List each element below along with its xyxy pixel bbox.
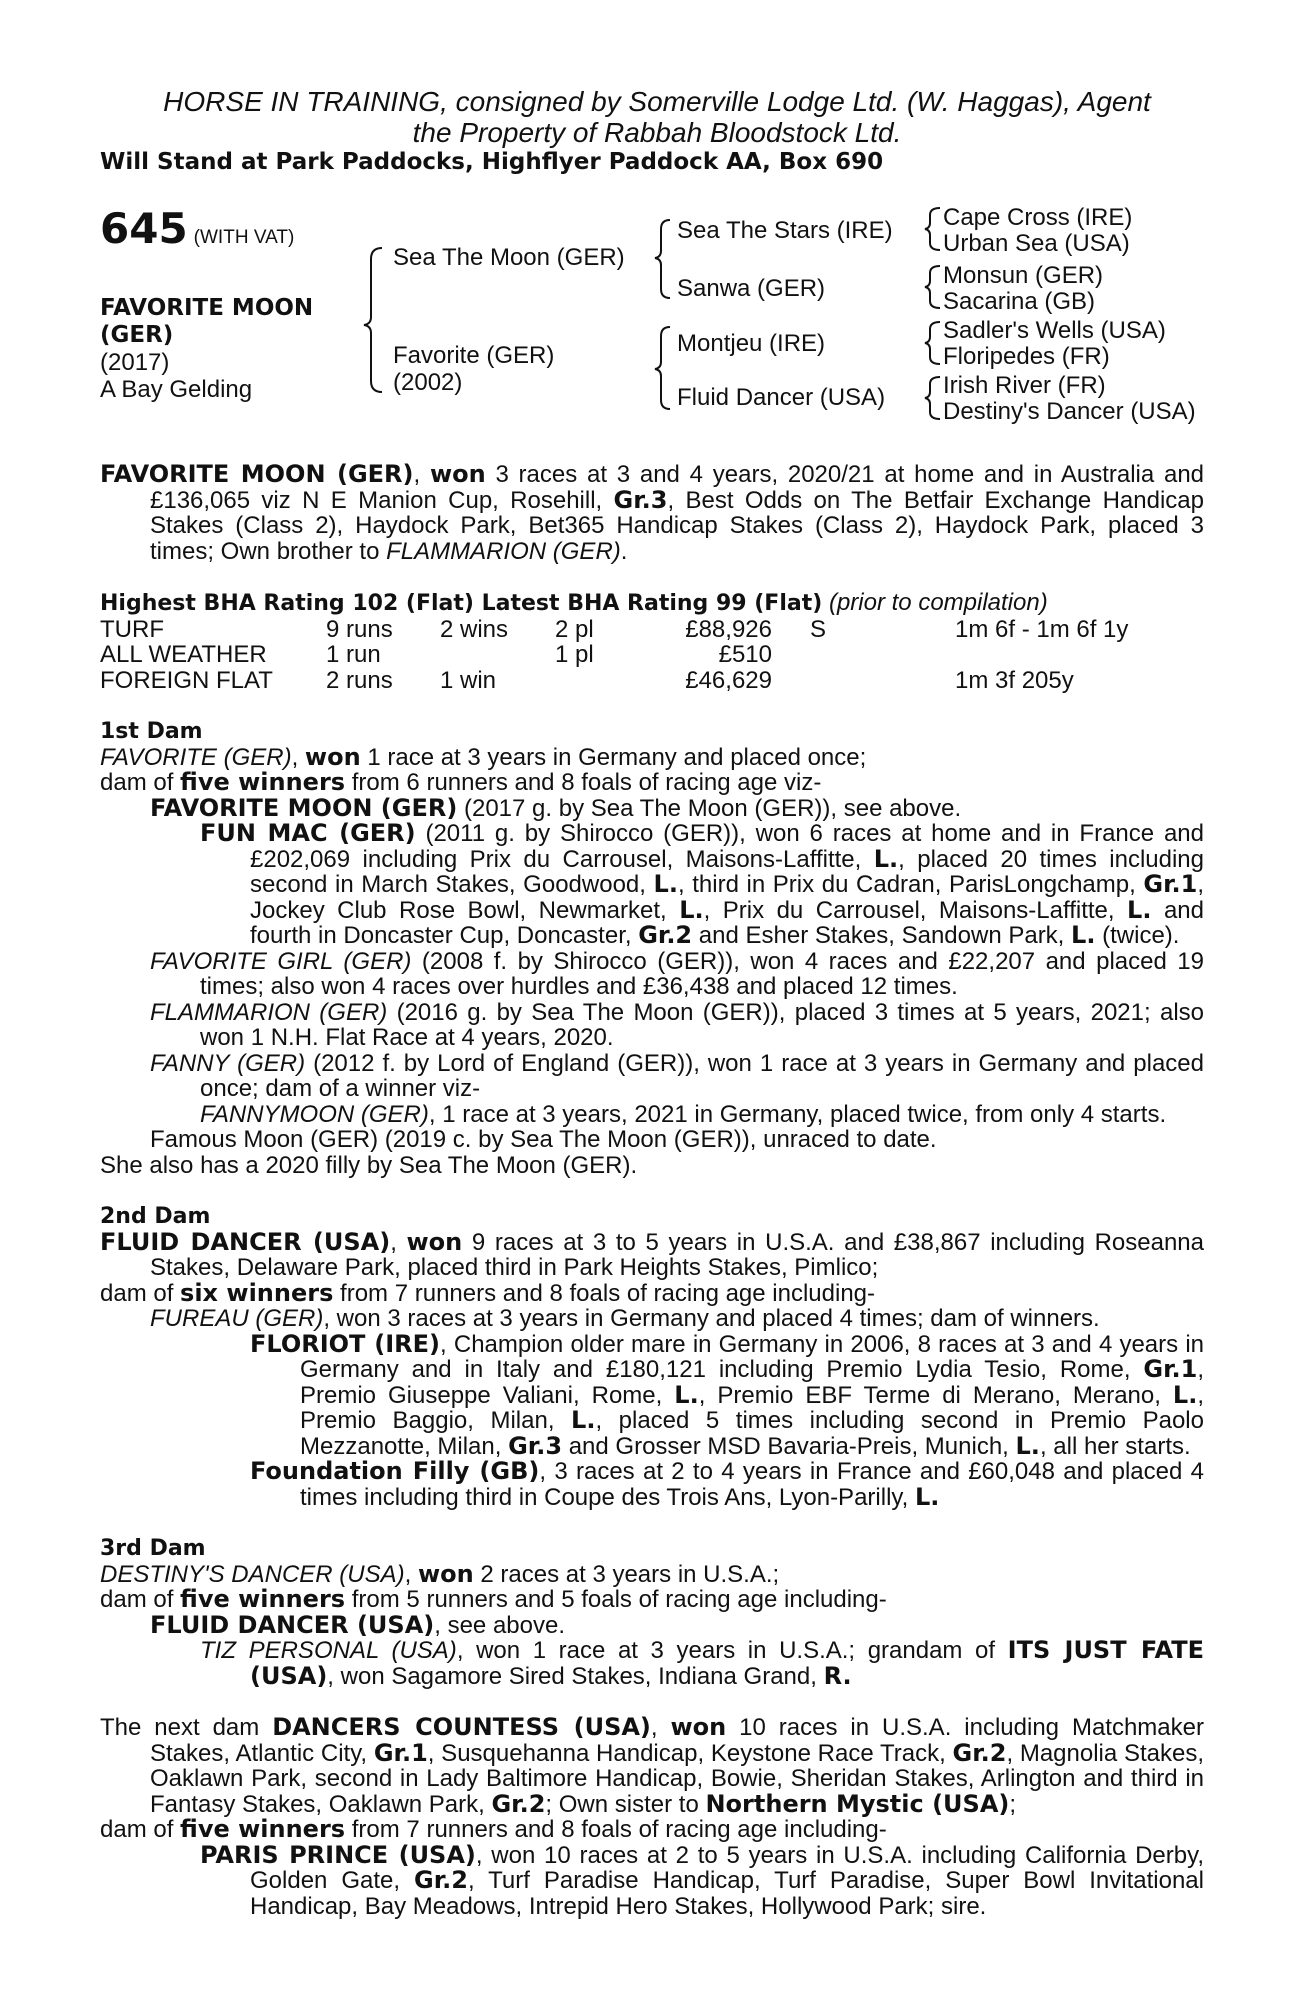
dam: Favorite (GER)	[393, 342, 555, 369]
sire-sire: Sea The Stars (IRE)	[677, 217, 893, 244]
own-sister-name: Northern Mystic (USA)	[705, 1789, 1010, 1818]
listed-badge: L.	[1071, 921, 1096, 949]
ratings-placed	[555, 668, 647, 694]
summary-text-2: , Best Odds on The Betfair Exchange Handicap Stakes (Class 2), Haydock Park, Bet365 Handicap Stakes (Class 2), Haydock Park, placed 3 times; Own brother to	[150, 486, 1204, 565]
ancestor-g6: Floripedes (FR)	[943, 343, 1110, 370]
listed-badge: L.	[914, 1482, 940, 1511]
produce-2020-filly: She also has a 2020 filly by Sea The Moon (GER).	[100, 1151, 638, 1179]
ratings-type: FOREIGN FLAT	[100, 666, 273, 694]
produce-text: (2016 g. by Sea The Moon (GER)), placed 3 times at 5 years, 2021; also won 1 N.H. Flat Race at 4 years, 2020.	[200, 998, 1204, 1051]
restricted-badge: R.	[823, 1661, 852, 1690]
dam3-text: 2 races at 3 years in U.S.A.;	[473, 1560, 780, 1588]
produce-name: FAVORITE MOON (GER)	[150, 793, 458, 822]
produce-fun-mac	[100, 821, 1204, 949]
grade-badge: Gr.1	[1143, 1355, 1198, 1383]
ratings-amount: £510	[718, 641, 772, 668]
produce-text: , Premio EBF Terme di Merano, Merano,	[698, 1381, 1173, 1409]
next-dam-text: , Magnolia Stakes, Oaklawn Park, second in Lady Baltimore Handicap, Bowie, Sheridan Stakes, Arlington and third in Fantasy Stakes, Oaklawn Park,	[150, 1739, 1205, 1818]
horse-name-line-1: FAVORITE MOON	[100, 294, 314, 321]
dam1-name: FAVORITE (GER)	[100, 743, 292, 771]
listed-badge: L.	[679, 895, 704, 924]
summary-paragraph: FAVORITE MOON (GER), won 3 races at 3 and 4 years, 2020/21 at home and in Australia and £136,065 viz N E Manion Cup, Rosehill, Gr.3, Best Odds on The Betfair Exchange Handicap Stakes (Class 2), Haydock Park, Bet365 Handicap Stakes (Class 2), Haydock Park, placed 3 times; Own brother to FLAMMARION (GER).	[100, 460, 1205, 565]
ratings-distance	[955, 642, 1128, 668]
next-dam-produce-text: from 7 runners and 8 foals of racing age including-	[345, 1816, 887, 1843]
dam-dam: Fluid Dancer (USA)	[677, 384, 886, 411]
produce-text: , Prix du Carrousel, Maisons-Laffitte,	[703, 896, 1128, 924]
produce-text: , placed 5 times including second in Premio Paolo Mezzanotte, Milan,	[300, 1407, 1204, 1460]
won-label: won	[406, 1227, 463, 1256]
ancestor-g3: Monsun (GER)	[943, 262, 1104, 289]
ratings-code	[772, 668, 955, 694]
summary-horse-name: FAVORITE MOON (GER)	[100, 460, 414, 488]
dam3-name: DESTINY'S DANCER (USA)	[100, 1560, 405, 1588]
ratings-heading	[100, 590, 1204, 617]
ratings-wins: 2 wins	[440, 615, 509, 643]
vat-label: (WITH VAT)	[193, 227, 295, 248]
ratings-placed: 2 pl	[555, 615, 594, 643]
ratings-title: Highest BHA Rating 102 (Flat) Latest BHA Rating 99 (Flat)	[100, 591, 823, 616]
won-label: won	[670, 1713, 727, 1741]
produce-name: FANNY (GER)	[150, 1049, 306, 1077]
summary-text-1: 3 races at 3 and 4 years, 2020/21 at home and in Australia and £136,065 viz N E Manion Cup, Rosehill,	[150, 461, 1205, 514]
produce-text: , placed 20 times including second in March Stakes, Goodwood,	[250, 845, 1204, 898]
produce-paris-prince	[100, 1840, 1204, 1920]
produce-name: TIZ PERSONAL (USA)	[200, 1637, 457, 1664]
dam3-intro: DESTINY'S DANCER (USA), won 2 races at 3 years in U.S.A.;	[100, 1559, 780, 1588]
grade-badge: Gr.1	[1143, 870, 1198, 898]
produce-text: , third in Prix du Cadran, ParisLongchamp,	[677, 871, 1144, 898]
brace-gen3-c	[925, 322, 940, 364]
produce-text: , won Sagamore Sired Stakes, Indiana Grand,	[327, 1662, 824, 1690]
ratings-type: ALL WEATHER	[100, 641, 267, 668]
dam-of-label: dam of	[100, 769, 181, 796]
listed-badge: L.	[1015, 1431, 1040, 1460]
grade-badge: Gr.2	[952, 1738, 1007, 1767]
dam1-produce	[100, 770, 1204, 796]
produce-text: and Grosser MSD Bavaria-Preis, Munich,	[562, 1432, 1016, 1460]
dam1-intro: FAVORITE (GER), won 1 race at 3 years in Germany and placed once;	[100, 742, 867, 771]
won-label: won	[417, 1559, 474, 1588]
produce-text: and	[1151, 896, 1204, 924]
ancestor-g7: Irish River (FR)	[943, 372, 1106, 399]
sire: Sea The Moon (GER)	[393, 244, 625, 271]
produce-text: , Premio Baggio, Milan,	[300, 1381, 1204, 1434]
dam1-produce-text: from 6 runners and 8 foals of racing age viz-	[345, 769, 822, 796]
dam1-heading: 1st Dam	[100, 719, 203, 744]
dam-of-label: dam of	[100, 1586, 181, 1613]
ratings-amount: £88,926	[685, 615, 772, 643]
ratings-row-all-weather	[100, 642, 1128, 668]
produce-floriot	[100, 1329, 1205, 1460]
ratings-wins	[440, 642, 555, 668]
ratings-code: S	[810, 615, 827, 643]
next-dam-paragraph: The next dam DANCERS COUNTESS (USA), won 10 races in U.S.A. including Matchmaker Stakes, Atlantic City, Gr.1, Susquehanna Handicap, Keystone Race Track, Gr.2, Magnolia Stakes, Oaklawn Park, second in Lady Baltimore Handicap, Bowie, Sheridan Stakes, Arlington and third in Fantasy Stakes, Oaklawn Park, Gr.2; Own sister to Northern Mystic (USA);	[100, 1713, 1205, 1818]
ratings-runs: 1 run	[326, 641, 381, 668]
produce-fureau	[100, 1306, 1204, 1332]
horse-name-line-2: (GER)	[100, 321, 174, 348]
produce-foundation-filly	[100, 1459, 1204, 1510]
produce-name: FLUID DANCER (USA)	[150, 1610, 435, 1639]
produce-name: FUREAU (GER)	[150, 1305, 324, 1332]
produce-text: , see above.	[434, 1611, 566, 1639]
produce-text: (2011 g. by Shirocco (GER)), won 6 races at home and in France and £202,069 including Prix du Carrousel, Maisons-Laffitte,	[250, 820, 1205, 873]
next-dam-name: DANCERS COUNTESS (USA)	[272, 1713, 651, 1741]
produce-text: (2017 g. by Sea The Moon (GER)), see above.	[457, 794, 962, 822]
ratings-code	[772, 642, 955, 668]
grade-badge: Gr.2	[491, 1789, 546, 1818]
next-dam-text: ; Own sister to	[545, 1790, 706, 1818]
grade-badge: Gr.3	[613, 485, 668, 514]
won-label: won	[429, 460, 486, 488]
ratings-distance: 1m 3f 205y	[955, 666, 1074, 694]
horse-description: A Bay Gelding	[100, 375, 253, 403]
produce-name: FLORIOT (IRE)	[250, 1329, 441, 1358]
ratings-distance: 1m 6f - 1m 6f 1y	[955, 615, 1129, 643]
listed-badge: L.	[653, 870, 678, 898]
produce-name: FLAMMARION (GER)	[150, 998, 388, 1026]
ratings-amount: £46,629	[685, 666, 772, 694]
won-label: won	[304, 742, 361, 771]
produce-famous-moon: Famous Moon (GER) (2019 c. by Sea The Moon (GER)), unraced to date.	[150, 1126, 937, 1153]
next-dam-text: 10 races in U.S.A. including Matchmaker Stakes, Atlantic City,	[150, 1714, 1204, 1767]
stand-location: Will Stand at Park Paddocks, Highflyer Paddock AA, Box 690	[100, 149, 884, 175]
listed-badge: L.	[1172, 1380, 1198, 1409]
dam2-intro: FLUID DANCER (USA), won 9 races at 3 to 5 years in U.S.A. and £38,867 including Roseanna Stakes, Delaware Park, placed third in Park Heights Stakes, Pimlico;	[100, 1227, 1204, 1281]
dam3-heading: 3rd Dam	[100, 1536, 206, 1561]
listed-badge: L.	[873, 844, 899, 873]
produce-text: and Esher Stakes, Sandown Park,	[692, 922, 1072, 949]
produce-text: , all her starts.	[1039, 1432, 1191, 1460]
dam2-heading: 2nd Dam	[100, 1204, 211, 1229]
grade-badge: Gr.1	[373, 1738, 428, 1767]
dam-of-label: dam of	[100, 1279, 181, 1307]
produce-text: (twice).	[1095, 922, 1180, 949]
brace-gen2-dam	[655, 327, 670, 409]
produce-text: , 1 race at 3 years, 2021 in Germany, placed twice, from only 4 starts.	[428, 1100, 1167, 1128]
ratings-runs: 2 runs	[326, 666, 393, 694]
ratings-wins: 1 win	[440, 666, 497, 694]
produce-text: , Premio Giuseppe Valiani, Rome,	[300, 1356, 1204, 1409]
produce-name: FANNYMOON (GER)	[200, 1100, 429, 1128]
produce-text: , Turf Paradise Handicap, Turf Paradise, Super Bowl Invitational Handicap, Bay Meadows, Intrepid Hero Stakes, Hollywood Park; sire.	[250, 1867, 1204, 1920]
ancestor-g2: Urban Sea (USA)	[943, 230, 1130, 257]
dam3-produce-text: from 5 runners and 5 foals of racing age including-	[345, 1586, 887, 1613]
grade-badge: Gr.2	[414, 1866, 468, 1894]
own-brother-name: FLAMMARION (GER)	[386, 537, 621, 565]
dam1-text: 1 race at 3 years in Germany and placed once;	[360, 743, 867, 771]
winners-count: six winners	[180, 1278, 334, 1307]
listed-badge: L.	[674, 1380, 699, 1409]
ratings-placed: 1 pl	[555, 641, 594, 668]
ancestor-g5: Sadler's Wells (USA)	[943, 317, 1166, 344]
ratings-row-foreign-flat	[100, 668, 1128, 694]
title-line-1: HORSE IN TRAINING, consigned by Somerville Lodge Ltd. (W. Haggas), Agent	[163, 86, 1151, 117]
produce-fanny	[100, 1051, 1204, 1102]
produce-favorite-moon	[100, 793, 1204, 822]
ratings-type: TURF	[100, 615, 164, 643]
grade-badge: Gr.2	[638, 921, 693, 949]
produce-name: PARIS PRINCE (USA)	[200, 1840, 476, 1869]
produce-tiz-personal	[100, 1638, 1204, 1689]
dam-of-label: dam of	[100, 1816, 181, 1843]
next-dam-text: ;	[1009, 1790, 1017, 1818]
listed-badge: L.	[571, 1406, 596, 1434]
dam3-produce	[100, 1587, 1204, 1613]
dam2-text: 9 races at 3 to 5 years in U.S.A. and £38,867 including Roseanna Stakes, Delaware Park, placed third in Park Heights Stakes, Pimlico;	[150, 1228, 1204, 1281]
dam2-produce-text: from 7 runners and 8 foals of racing age including-	[333, 1279, 876, 1307]
produce-text: , Champion older mare in Germany in 2006, 8 races at 3 and 4 years in Germany and in Italy and £180,121 including Premio Lydia Tesio, Rome,	[300, 1330, 1205, 1383]
ratings-note: (prior to compilation)	[828, 589, 1048, 616]
brace-gen3-d	[925, 377, 940, 419]
produce-text: , 3 races at 2 to 4 years in France and £60,048 and placed 4 times including third in Coupe des Trois Ans, Lyon-Parilly,	[300, 1458, 1204, 1511]
brace-gen3-b	[925, 266, 940, 308]
produce-name: Foundation Filly (GB)	[250, 1457, 540, 1485]
produce-name: FAVORITE GIRL (GER)	[150, 947, 412, 975]
ratings-runs: 9 runs	[326, 615, 393, 643]
produce-text: , won 3 races at 3 years in Germany and placed 4 times; dam of winners.	[323, 1305, 1100, 1332]
dam2-name: FLUID DANCER (USA)	[100, 1227, 391, 1256]
lot-number: 645	[100, 204, 188, 253]
ratings-row-turf	[100, 617, 1128, 643]
produce-text: , Jockey Club Rose Bowl, Newmarket,	[250, 871, 1204, 924]
ancestor-g1: Cape Cross (IRE)	[943, 204, 1133, 231]
produce-text: , won 1 race at 3 years in U.S.A.; grandam of	[456, 1637, 1008, 1664]
winners-count: five winners	[180, 1815, 346, 1843]
produce-favorite-girl	[100, 949, 1204, 1000]
grandchild-name: ITS JUST FATE (USA)	[250, 1636, 1204, 1690]
dam2-produce	[100, 1278, 1204, 1307]
brace-gen3-a	[925, 208, 940, 250]
listed-badge: L.	[1127, 895, 1152, 924]
title-line-2: the Property of Rabbah Bloodstock Ltd.	[412, 117, 902, 148]
winners-count: five winners	[180, 1585, 346, 1613]
produce-text: , won 10 races at 2 to 5 years in U.S.A. including California Derby, Golden Gate,	[250, 1841, 1204, 1894]
produce-flammarion	[100, 1000, 1204, 1051]
grade-badge: Gr.3	[508, 1431, 563, 1460]
next-dam-text: , Susquehanna Handicap, Keystone Race Track,	[427, 1739, 953, 1767]
next-dam-intro: The next dam	[100, 1714, 273, 1741]
brace-gen1	[364, 248, 382, 392]
dam-sire: Montjeu (IRE)	[677, 330, 826, 357]
ancestor-g8: Destiny's Dancer (USA)	[943, 398, 1196, 425]
catalogue-body	[100, 462, 1204, 1919]
summary-text-3: .	[620, 537, 628, 565]
produce-text: fourth in Doncaster Cup, Doncaster,	[250, 922, 639, 949]
winners-count: five winners	[180, 768, 346, 796]
produce-name: FUN MAC (GER)	[200, 819, 416, 847]
produce-text: (2008 f. by Shirocco (GER)), won 4 races and £22,207 and placed 19 times; also won 4 races over hurdles and £36,438 and placed 12 times.	[200, 947, 1204, 1000]
next-dam-produce	[100, 1817, 1204, 1843]
produce-fannymoon	[100, 1102, 1204, 1128]
brace-gen2-sire	[655, 220, 670, 298]
produce-fluid-dancer	[100, 1610, 1204, 1639]
ratings-table	[100, 617, 1128, 694]
sire-dam: Sanwa (GER)	[677, 275, 826, 302]
foaling-year: (2017)	[100, 348, 170, 376]
produce-text: (2012 f. by Lord of England (GER)), won 1 race at 3 years in Germany and placed once; dam of a winner viz-	[200, 1049, 1204, 1102]
dam-year: (2002)	[393, 369, 463, 396]
ancestor-g4: Sacarina (GB)	[943, 288, 1096, 315]
